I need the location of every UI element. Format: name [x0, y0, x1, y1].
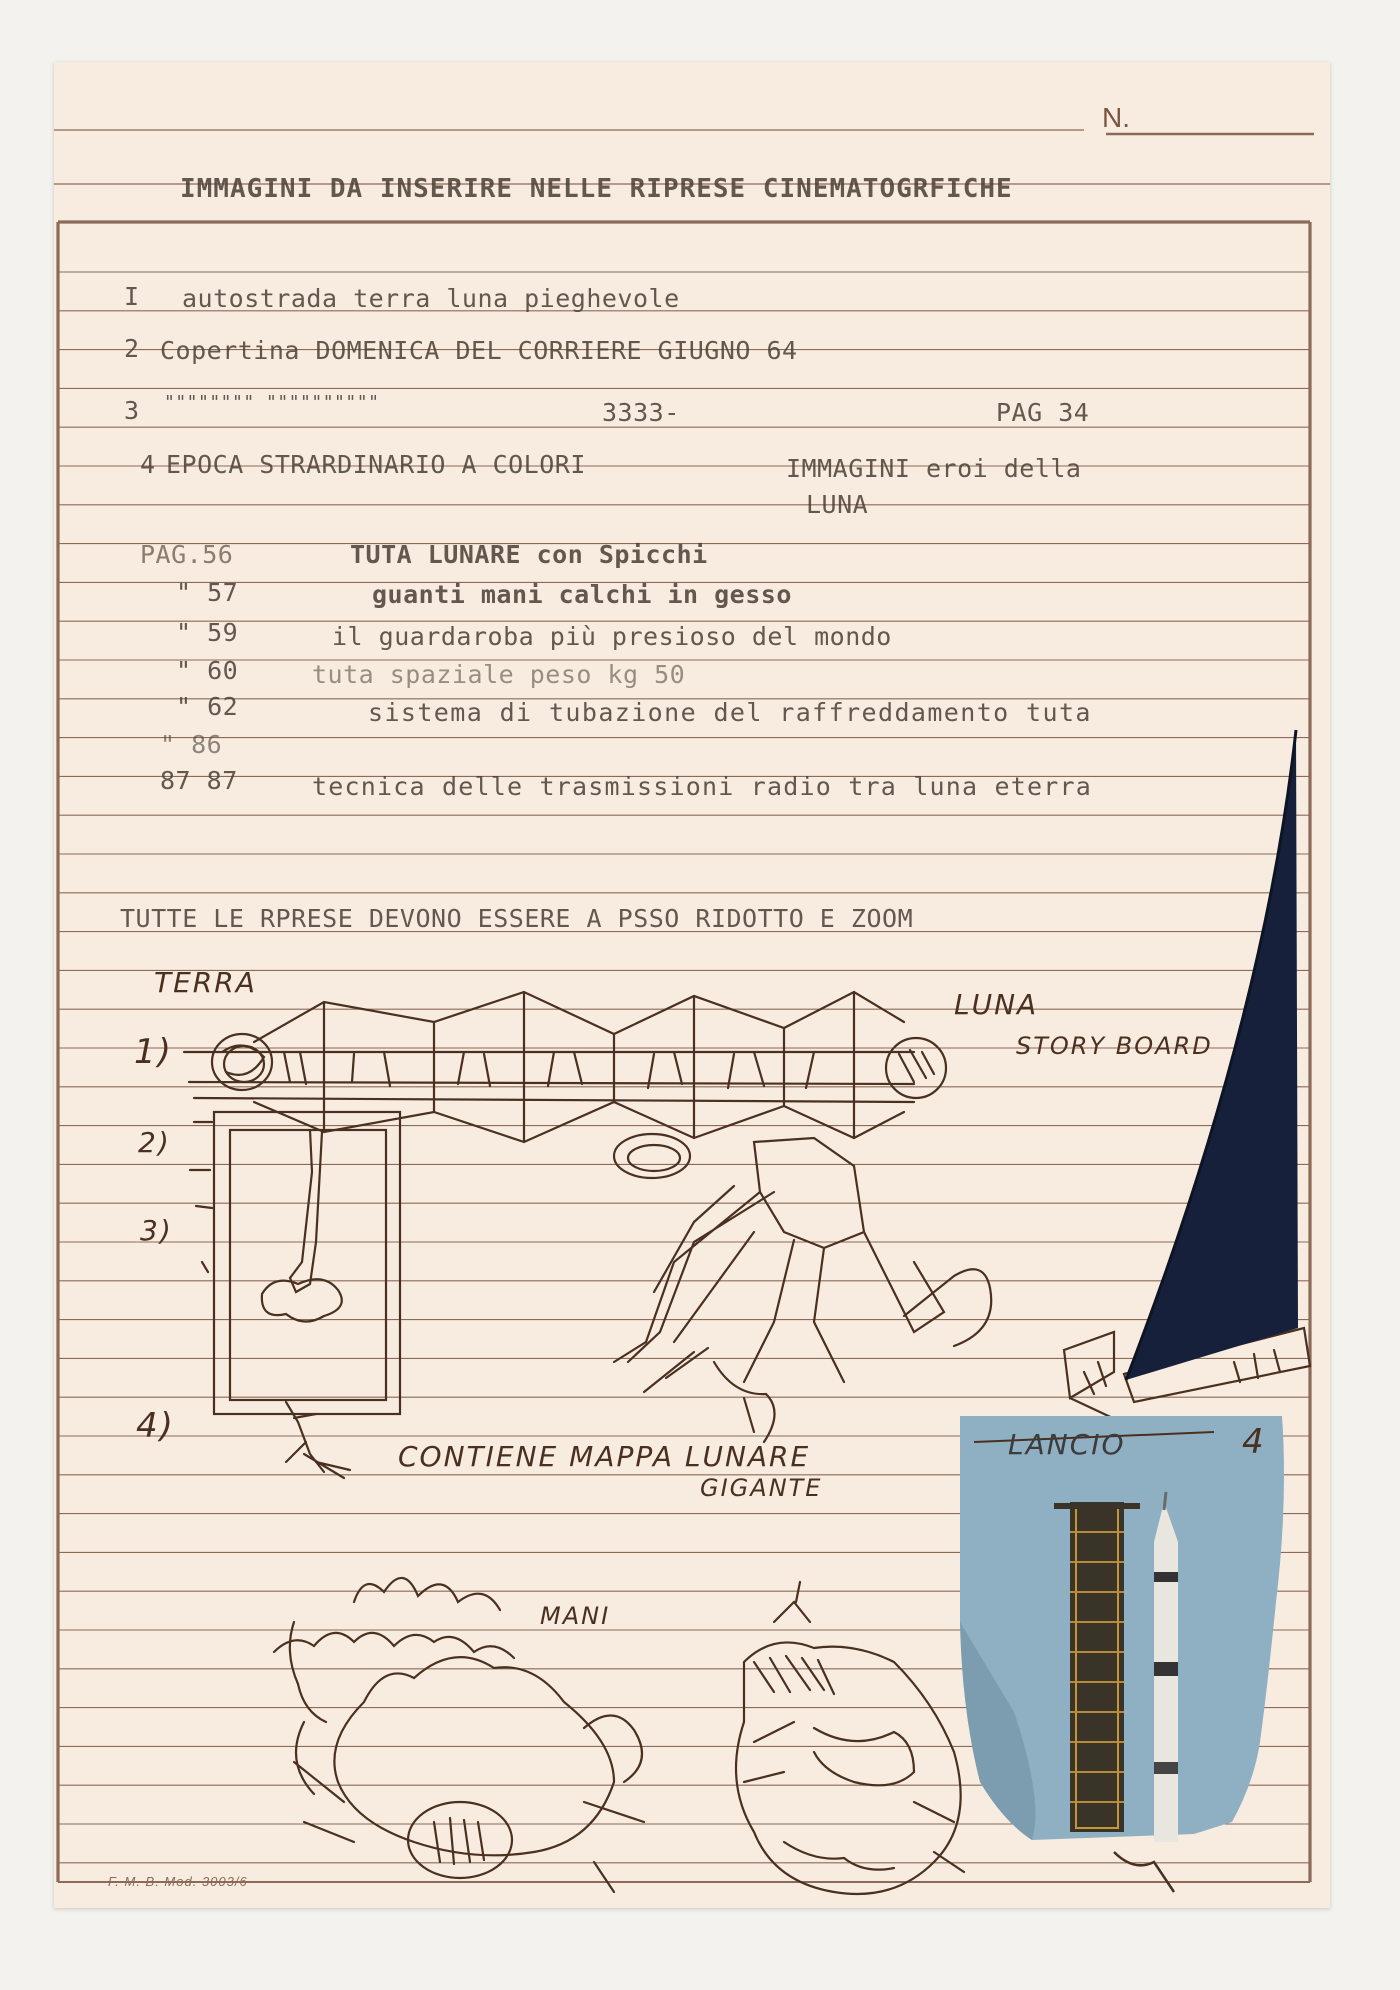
label-contiene-mappa: CONTIENE MAPPA LUNARE	[398, 1440, 811, 1473]
page-ref: " 86	[160, 730, 223, 759]
page-ref: " 62	[176, 692, 239, 721]
page-desc: tuta spaziale peso kg 50	[312, 660, 686, 689]
page-ref: 87 87	[160, 766, 238, 795]
item-note: IMMAGINI eroi della	[786, 454, 1082, 483]
sketch-number-2: 2)	[138, 1126, 171, 1159]
item-number: 2	[124, 334, 140, 363]
collage-pieces	[54, 62, 1330, 1908]
navy-paper-cutout	[1126, 730, 1298, 1380]
item-note: LUNA	[806, 490, 869, 519]
item-number: 4	[140, 450, 156, 479]
form-sheet	[54, 62, 1330, 1908]
rocket-launch-photo	[960, 1416, 1284, 1892]
label-mani: MANI	[540, 1602, 611, 1630]
page-desc: TUTA LUNARE con Spicchi	[350, 540, 708, 569]
page-desc: sistema di tubazione del raffreddamento tuta	[368, 698, 1092, 727]
sketch-number-3: 3)	[140, 1214, 173, 1247]
item-page-ref: 3333-	[602, 398, 680, 427]
item-text: autostrada terra luna pieghevole	[182, 284, 680, 313]
item-text: EPOCA STRARDINARIO A COLORI	[166, 450, 586, 479]
page-ref: " 60	[176, 656, 239, 685]
sketch-number-1: 1)	[134, 1032, 173, 1072]
label-story-board: STORY BOARD	[1016, 1032, 1213, 1060]
page-ref: " 59	[176, 618, 239, 647]
label-4b: 4	[1242, 1422, 1266, 1462]
form-code: F. M. B. Mod. 3003/6	[108, 1874, 248, 1889]
item-number: I	[124, 282, 140, 311]
page-desc: il guardaroba più presioso del mondo	[332, 622, 892, 651]
item-number: 3	[124, 396, 140, 425]
page-ref: " 57	[176, 578, 239, 607]
sketch-number-4: 4)	[136, 1406, 175, 1446]
label-gigante: GIGANTE	[700, 1474, 823, 1502]
document-title: IMMAGINI DA INSERIRE NELLE RIPRESE CINEMATOGRFICHE	[180, 174, 1013, 204]
label-terra: TERRA	[154, 966, 257, 999]
item-text: Copertina DOMENICA DEL CORRIERE GIUGNO 64	[160, 336, 798, 365]
label-luna: LUNA	[954, 988, 1039, 1021]
page-desc: guanti mani calchi in gesso	[372, 580, 792, 609]
item-page-ref: PAG 34	[996, 398, 1090, 427]
label-lancio: LANCIO	[1008, 1428, 1126, 1461]
shooting-note: TUTTE LE RPRESE DEVONO ESSERE A PSSO RIDOTTO E ZOOM	[120, 904, 914, 933]
page-ref: PAG.56	[140, 540, 234, 569]
number-field-label: N.	[1102, 102, 1130, 133]
item-text: """""""" """"""""""	[164, 392, 380, 413]
page-desc: tecnica delle trasmissioni radio tra luna eterra	[312, 772, 1093, 801]
